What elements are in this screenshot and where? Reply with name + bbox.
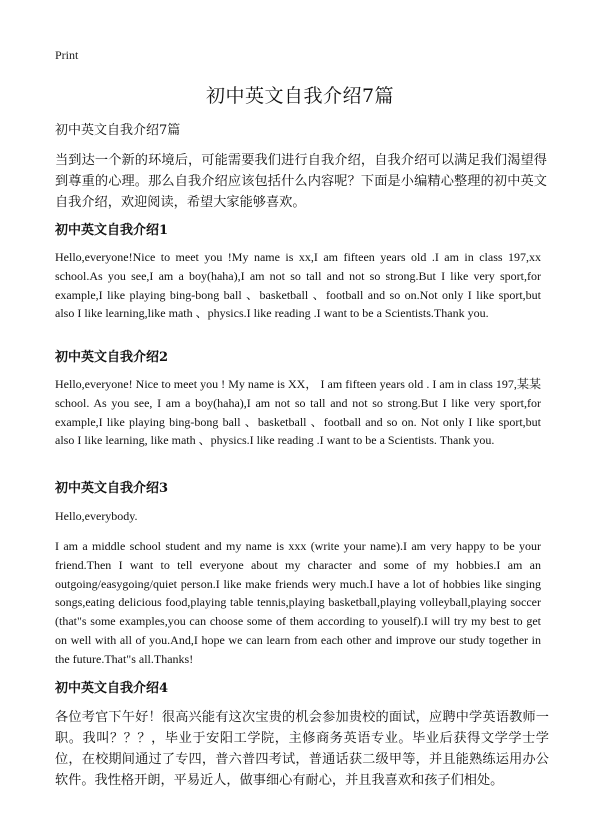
section-body-3: I am a middle school student and my name is xxx (write your name).I am very happy to be your friend.Then I want to tell everyone about my character and some of my hobbies.I am an outgoing/easygoing/quiet person.I like make friends wery much.I have a lot of hobbies like singing songs,eating delicious food,playing table tennis,playing basketball,playing volleyball,playing soccer (that"s some examples,you can choose some of them according to youself).I will try my best to get on well with all of you.And,I hope we can learn from each other and improve our study together in the future.That"s all.Thanks! [55,539,541,666]
section-heading-3: 初中英文自我介绍3 [55,481,169,496]
section-heading-4: 初中英文自我介绍4 [55,681,169,696]
section-body-2: Hello,everyone! Nice to meet you ! My name is XX， I am fifteen years old . I am in class 197,某某 school. As you see, I am a boy(haha),I am not so tall and not so strong.But I like very sport,for example,I like playing bing-bong ball 、basketball 、football and so on. Not only I like sport,but also I like learning, like math 、physics.I like reading .I want to be a Scientists. Thank you. [55,377,541,448]
intro-paragraph: 当到达一个新的环境后，可能需要我们进行自我介绍，自我介绍可以满足我们渴望得到尊重的心理。那么自我介绍应该包括什么内容呢？下面是小编精心整理的初中英文自我介绍，欢迎阅读，希望大家能够喜欢。 [55,153,547,210]
section-heading-1: 初中英文自我介绍1 [55,223,169,238]
section-greeting-3: Hello,everybody. [55,509,138,523]
print-link[interactable]: Print [55,48,79,62]
section-body-4: 各位考官下午好！很高兴能有这次宝贵的机会参加贵校的面试，应聘中学英语教师一职。我叫？？？，毕业于安阳工学院，主修商务英语专业。毕业后获得文学学士学位，在校期间通过了专四，普六普四考试，普通话获二级甲等，并且能熟练运用办公软件。我性格开朗，平易近人，做事细心有耐心，并且我喜欢和孩子们相处。 [55,710,549,788]
section-heading-2: 初中英文自我介绍2 [55,350,169,365]
section-body-1: Hello,everyone!Nice to meet you !My name is xx,I am fifteen years old .I am in class 197,xx school.As you see,I am a boy(haha),I am not so tall and not so strong.But I like very sport,for example,I like playing bing-bong ball 、basketball 、football and so on.Not only I like sport,but also I like learning,like math 、physics.I like reading .I want to be a Scientists.Thank you. [55,250,541,321]
page-title: 初中英文自我介绍7篇 [205,85,395,107]
document-subtitle: 初中英文自我介绍7篇 [55,123,181,138]
